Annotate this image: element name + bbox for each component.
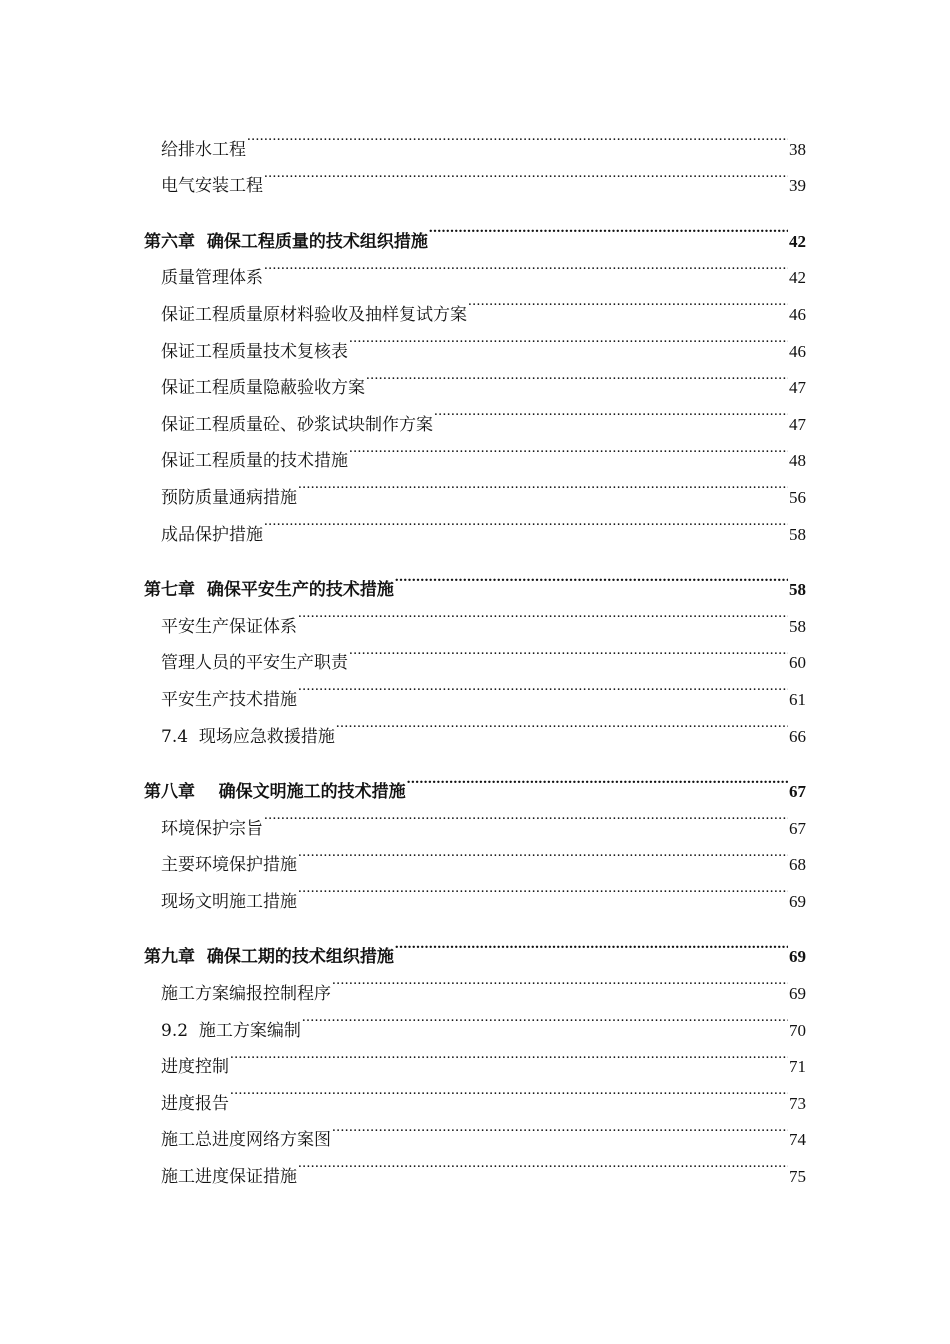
toc-entry-title: 管理人员的平安生产职责 [161, 653, 348, 674]
toc-chapter-entry[interactable] [144, 559, 806, 601]
toc-entry-title: 7.4 现场应急救援措施 [161, 726, 335, 747]
toc-entry-title: 保证工程质量的技术措施 [161, 451, 348, 472]
toc-page-number: 67 [789, 818, 806, 838]
toc-entry-title: 第八章 确保文明施工的技术措施 [144, 782, 406, 803]
toc-entry-title: 施工方案编报控制程序 [161, 984, 331, 1005]
toc-page-number: 61 [789, 689, 806, 709]
toc-dot-leader [247, 118, 788, 155]
toc-dot-leader [230, 1072, 788, 1109]
toc-page-number: 56 [789, 487, 806, 507]
toc-dot-leader [395, 559, 788, 596]
toc-dot-leader [302, 999, 788, 1036]
toc-dot-leader [298, 466, 788, 503]
toc-entry-title: 预防质量通病措施 [161, 487, 297, 508]
toc-page-number: 47 [789, 414, 806, 434]
toc-dot-leader [434, 393, 788, 430]
toc-entry-title: 环境保护宗旨 [161, 818, 263, 839]
toc-entry-title: 保证工程质量原材料验收及抽样复试方案 [161, 304, 467, 325]
toc-dot-leader [298, 870, 788, 907]
toc-page-number: 46 [789, 341, 806, 361]
toc-entry-title: 进度控制 [161, 1057, 229, 1078]
toc-page-number: 58 [789, 616, 806, 636]
toc-entry-title: 现场文明施工措施 [161, 891, 297, 912]
toc-section-entry[interactable] [144, 1072, 806, 1114]
toc-entry-title: 给排水工程 [161, 139, 246, 160]
toc-entry-title: 进度报告 [161, 1093, 229, 1114]
toc-page-number: 48 [789, 451, 806, 471]
toc-page-number: 69 [789, 984, 806, 1004]
toc-page-number: 69 [789, 947, 806, 967]
toc-page-number: 58 [789, 524, 806, 544]
toc-entry-title: 保证工程质量技术复核表 [161, 341, 348, 362]
toc-dot-leader [264, 797, 788, 834]
toc-page-number: 42 [789, 268, 806, 288]
toc-page-number: 71 [789, 1057, 806, 1077]
toc-dot-leader [407, 761, 788, 798]
toc-page-number: 68 [789, 855, 806, 875]
toc-page-number: 42 [789, 231, 806, 251]
toc-page-number: 39 [789, 176, 806, 196]
toc-entry-title: 平安生产技术措施 [161, 689, 297, 710]
toc-page-number: 60 [789, 653, 806, 673]
toc-entry-title: 保证工程质量隐蔽验收方案 [161, 378, 365, 399]
toc-dot-leader [395, 926, 788, 963]
toc-entry-title: 平安生产保证体系 [161, 616, 297, 637]
toc-entry-title: 质量管理体系 [161, 268, 263, 289]
toc-entry-title: 第六章 确保工程质量的技术组织措施 [144, 231, 428, 252]
toc-entry-title: 主要环境保护措施 [161, 855, 297, 876]
toc-dot-leader [298, 1145, 788, 1182]
toc-page-number: 73 [789, 1093, 806, 1113]
toc-chapter-entry[interactable] [144, 926, 806, 968]
toc-page-number: 66 [789, 726, 806, 746]
toc-dot-leader [332, 1109, 788, 1146]
toc-dot-leader [332, 962, 788, 999]
toc-dot-leader [298, 595, 788, 632]
toc-entry-title: 保证工程质量砼、砂浆试块制作方案 [161, 414, 433, 435]
toc-entry-title: 施工总进度网络方案图 [161, 1130, 331, 1151]
toc-entry-title: 第九章 确保工期的技术组织措施 [144, 947, 394, 968]
toc-entry-title: 电气安装工程 [161, 176, 263, 197]
toc-page-number: 74 [789, 1130, 806, 1150]
toc-page-number: 70 [789, 1020, 806, 1040]
toc-dot-leader [264, 503, 788, 540]
toc-dot-leader [349, 632, 788, 669]
toc-dot-leader [264, 247, 788, 284]
toc-dot-leader [298, 834, 788, 871]
toc-page-number: 47 [789, 378, 806, 398]
toc-entry-title: 成品保护措施 [161, 524, 263, 545]
toc-section-entry[interactable] [144, 1036, 806, 1078]
toc-page-number: 67 [789, 782, 806, 802]
toc-page-number: 58 [789, 580, 806, 600]
toc-chapter-entry[interactable] [144, 761, 806, 803]
toc-dot-leader [349, 430, 788, 467]
toc-dot-leader [264, 155, 788, 192]
toc-page-number: 75 [789, 1167, 806, 1187]
toc-chapter-entry[interactable] [144, 210, 806, 252]
table-of-contents [144, 118, 806, 1188]
toc-dot-leader [366, 357, 788, 394]
toc-section-entry[interactable] [144, 1109, 806, 1151]
toc-entry-title: 9.2 施工方案编制 [161, 1020, 301, 1041]
toc-entry-title: 第七章 确保平安生产的技术措施 [144, 580, 394, 601]
toc-dot-leader [468, 283, 788, 320]
toc-dot-leader [336, 705, 788, 742]
toc-dot-leader [298, 668, 788, 705]
toc-section-entry[interactable] [144, 118, 806, 160]
toc-dot-leader [230, 1036, 788, 1073]
toc-entry-title: 施工进度保证措施 [161, 1167, 297, 1188]
toc-page-number: 38 [789, 139, 806, 159]
toc-page-number: 69 [789, 891, 806, 911]
toc-dot-leader [429, 210, 788, 247]
toc-dot-leader [349, 320, 788, 357]
toc-page-number: 46 [789, 304, 806, 324]
